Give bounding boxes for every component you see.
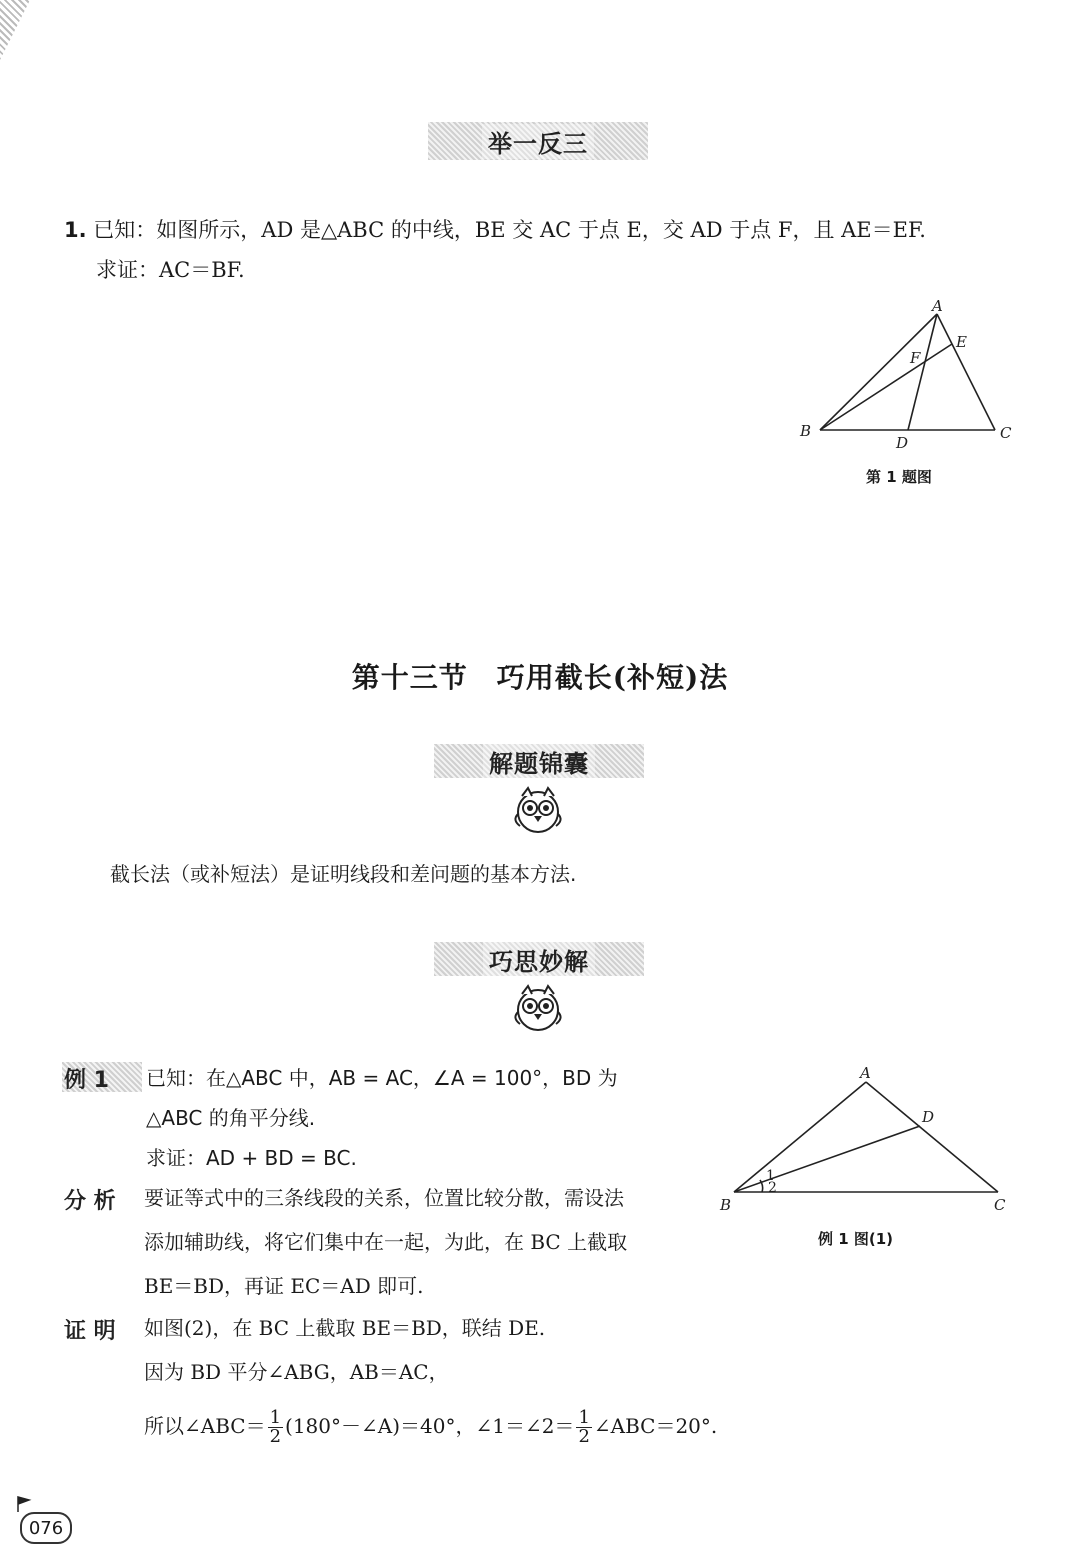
problem-1-caption: 第 1 题图 (866, 468, 932, 486)
tips-banner (434, 744, 644, 778)
examples-banner (434, 942, 644, 976)
fraction-num: 1 (269, 1407, 282, 1428)
proof-line3-part1: 所以∠ABC＝ (144, 1414, 266, 1438)
proof-line3-part2: (180°－∠A)＝40°，∠1＝∠2＝ (285, 1414, 575, 1438)
analysis-tag: 分 析 (64, 1189, 116, 1214)
proof-tag: 证 明 (64, 1319, 116, 1344)
segment-ab (734, 1082, 866, 1192)
example-1-prove: 求证：AD + BD = BC. (146, 1146, 357, 1170)
analysis-line1: 要证等式中的三条线段的关系，位置比较分散，需设法 (144, 1186, 624, 1210)
example-1-figure (712, 1060, 1028, 1220)
fraction-den: 2 (269, 1426, 282, 1447)
problem-1-line1 (64, 210, 1044, 250)
example-1-given-line2: △ABC 的角平分线. (146, 1106, 316, 1130)
proof-line3-part3: ∠ABC＝20°. (593, 1414, 718, 1438)
label-d: D (922, 1108, 935, 1126)
examples-banner-label: 巧思妙解 (483, 942, 595, 977)
label-b: B (800, 422, 812, 440)
proof-text (144, 1306, 1044, 1448)
example-1-given (146, 1058, 706, 1178)
analysis-line2: 添加辅助线，将它们集中在一起，为此，在 BC 上截取 (144, 1230, 628, 1254)
example-1-caption: 例 1 图(1) (818, 1230, 894, 1248)
segment-ab (820, 314, 937, 430)
segment-ac (866, 1082, 998, 1192)
label-d: D (896, 434, 909, 448)
flag-icon (14, 1494, 34, 1514)
fraction-num: 1 (578, 1407, 590, 1428)
label-f: F (910, 349, 921, 367)
segment-ad (908, 314, 937, 430)
proof-line3 (144, 1404, 1044, 1448)
analysis-text (144, 1176, 714, 1308)
proof-line2: 因为 BD 平分∠ABG，AB＝AC， (144, 1360, 449, 1384)
proof-line1: 如图(2)，在 BC 上截取 BE＝BD，联结 DE. (144, 1316, 546, 1340)
owl-icon (510, 784, 566, 836)
corner-decoration (0, 0, 30, 60)
problem-1 (64, 210, 1044, 290)
label-e: E (956, 333, 967, 351)
label-b: B (720, 1196, 732, 1214)
segment-ac (937, 314, 995, 430)
owl-icon (510, 982, 566, 1034)
fraction-half (268, 1409, 283, 1446)
practice-banner-label: 举一反三 (482, 124, 594, 159)
problem-1-line2: 求证：AC＝BF. (96, 258, 245, 282)
section-intro: 截长法（或补短法）是证明线段和差问题的基本方法. (110, 862, 577, 886)
section-title: 第十三节 巧用截长(补短)法 (351, 661, 729, 694)
fraction-den: 2 (578, 1426, 590, 1447)
analysis-line3: BE＝BD，再证 EC＝AD 即可. (144, 1274, 424, 1298)
tips-banner-label: 解题锦囊 (483, 744, 595, 779)
example-1-given-line1: 已知：在△ABC 中，AB = AC，∠A = 100°，BD 为 (146, 1066, 618, 1090)
problem-1-figure (790, 298, 1030, 448)
example-1-tag: 例 1 (64, 1068, 109, 1093)
problem-1-statement: 已知：如图所示，AD 是△ABC 的中线，BE 交 AC 于点 E，交 AD 于点 F，且 AE＝EF. (93, 218, 926, 242)
problem-1-number: 1. (64, 218, 87, 242)
page-number: 076 (20, 1512, 72, 1544)
angle-2-label: 2 (768, 1180, 777, 1196)
label-c: C (1000, 424, 1012, 442)
angle-1-label: 1 (766, 1168, 775, 1184)
label-a: A (932, 298, 943, 315)
segment-be (820, 344, 952, 430)
fraction-half (576, 1409, 591, 1446)
practice-banner (428, 122, 648, 160)
label-c: C (994, 1196, 1006, 1214)
label-a: A (860, 1064, 871, 1082)
